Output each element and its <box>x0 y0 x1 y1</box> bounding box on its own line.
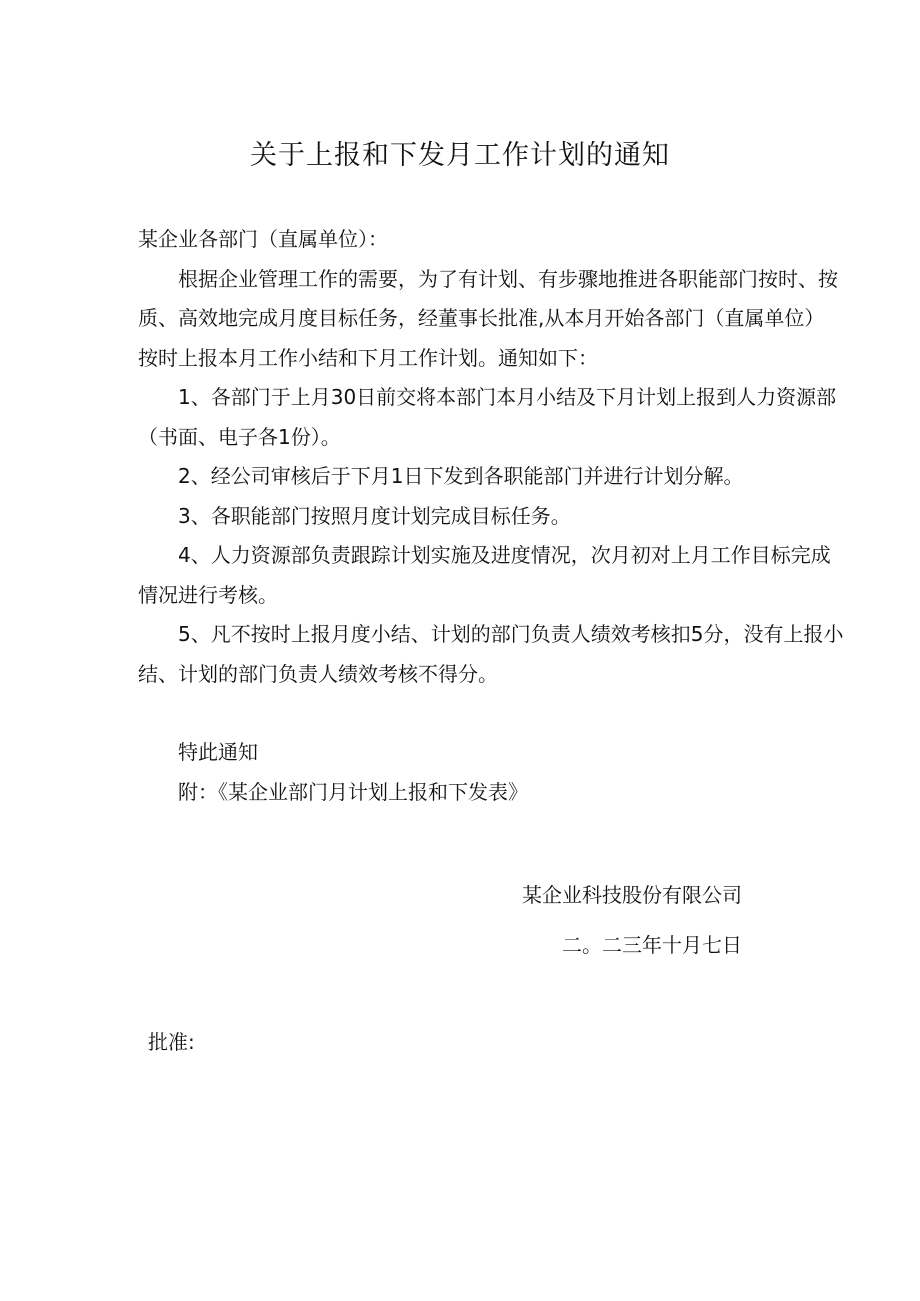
notice-item-2: 2、经公司审核后于下月1日下发到各职能部门并进行计划分解。 <box>178 464 744 488</box>
blank-line <box>138 694 844 733</box>
notice-item-4: 4、人力资源部负责跟踪计划实施及进度情况，次月初对上月工作目标完成情况进行考核。 <box>138 543 831 607</box>
document-body <box>138 220 844 812</box>
intro-paragraph: 根据企业管理工作的需要，为了有计划、有步骤地推进各职能部门按时、按质、高效地完成月度目标任务，经董事长批准,从本月开始各部门（直属单位）按时上报本月工作小结和下月工作计划。通知如下： <box>138 266 838 370</box>
salutation: 某企业各部门（直属单位）： <box>138 227 388 251</box>
notice-item-3: 3、各职能部门按照月度计划完成目标任务。 <box>178 503 571 528</box>
notice-item-5: 5、凡不按时上报月度小结、计划的部门负责人绩效考核扣5分，没有上报小结、计划的部门负责人绩效考核不得分。 <box>138 622 844 686</box>
document-title: 关于上报和下发月工作计划的通知 <box>250 140 670 171</box>
approval-label: 批准: <box>148 1030 195 1054</box>
notice-item-1: 1、各部门于上月30日前交将本部门本月小结及下月计划上报到人力资源部（书面、电子各1份）。 <box>138 385 837 449</box>
closing-line: 特此通知 <box>178 740 258 764</box>
attachment-line: 附：《某企业部门月计划上报和下发表》 <box>178 779 528 804</box>
issue-date: 二。二三年十月七日 <box>562 933 742 957</box>
company-signature: 某企业科技股份有限公司 <box>522 883 742 907</box>
